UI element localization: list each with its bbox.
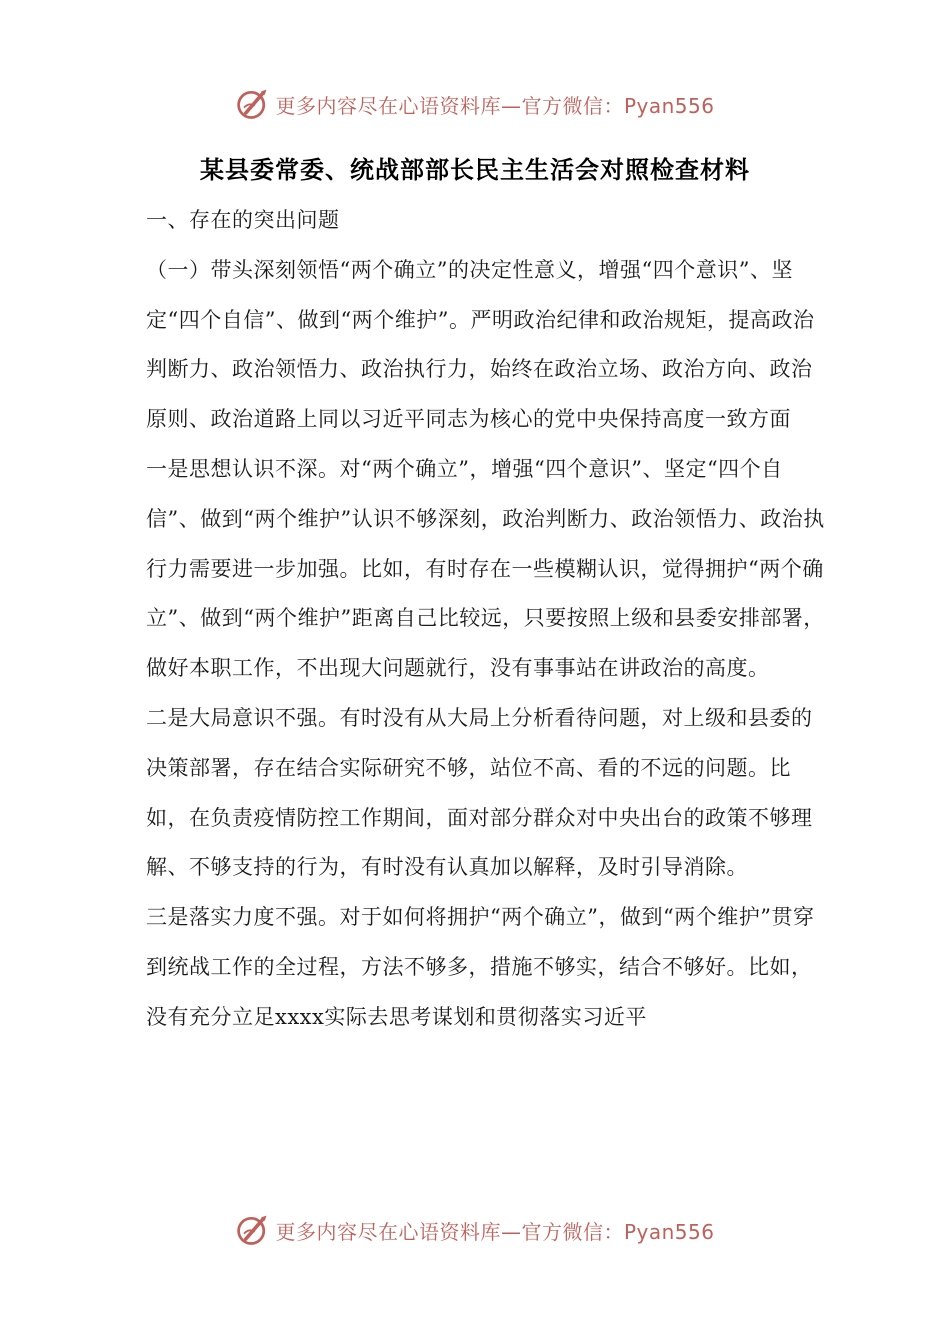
body-paragraph: 二是大局意识不强。有时没有从大局上分析看待问题，对上级和县委的决策部署，存在结合实际研究不够，站位不高、看的不远的问题。比如，在负责疫情防控工作期间，面对部分群众对中央出台的政策不够理解、不够支持的行为，有时没有认真加以解释，及时引导消除。 <box>146 705 813 880</box>
section-heading: 一、存在的突出问题 <box>146 208 340 232</box>
watermark-banner-bottom <box>0 1208 950 1252</box>
body-paragraph: 一是思想认识不深。对“两个确立”，增强“四个意识”、坚定“四个自信”、做到“两个维护”认识不够深刻，政治判断力、政治领悟力、政治执行力需要进一步加强。比如，有时存在一些模糊认识，觉得拥护“两个确立”、做到“两个维护”距离自己比较远，只要按照上级和县委安排部署，做好本职工作，不出现大问题就行，没有事事站在讲政治的高度。 <box>146 456 825 681</box>
pen-logo-icon <box>235 1212 271 1248</box>
watermark-text: 更多内容尽在心语资料库—官方微信：Pyan556 <box>275 1219 715 1244</box>
pen-logo-icon <box>235 86 271 122</box>
watermark-text: 更多内容尽在心语资料库—官方微信：Pyan556 <box>275 93 715 118</box>
subsection-heading: （一）带头深刻领悟“两个确立”的决定性意义，增强“四个意识”、坚定“四个自信”、做到“两个维护”。严明政治纪律和政治规矩，提高政治判断力、政治领悟力、政治执行力，始终在政治立场、政治方向、政治原则、政治道路上同以习近平同志为核心的党中央保持高度一致方面 <box>146 257 815 432</box>
document-body <box>146 196 826 1043</box>
body-paragraph: 三是落实力度不强。对于如何将拥护“两个确立”，做到“两个维护”贯穿到统战工作的全过程，方法不够多，措施不够实，结合不够好。比如，没有充分立足xxxx实际去思考谋划和贯彻落实习近平 <box>146 905 815 1029</box>
document-title: 某县委常委、统战部部长民主生活会对照检查材料 <box>200 155 750 184</box>
watermark-banner-top <box>0 82 950 126</box>
